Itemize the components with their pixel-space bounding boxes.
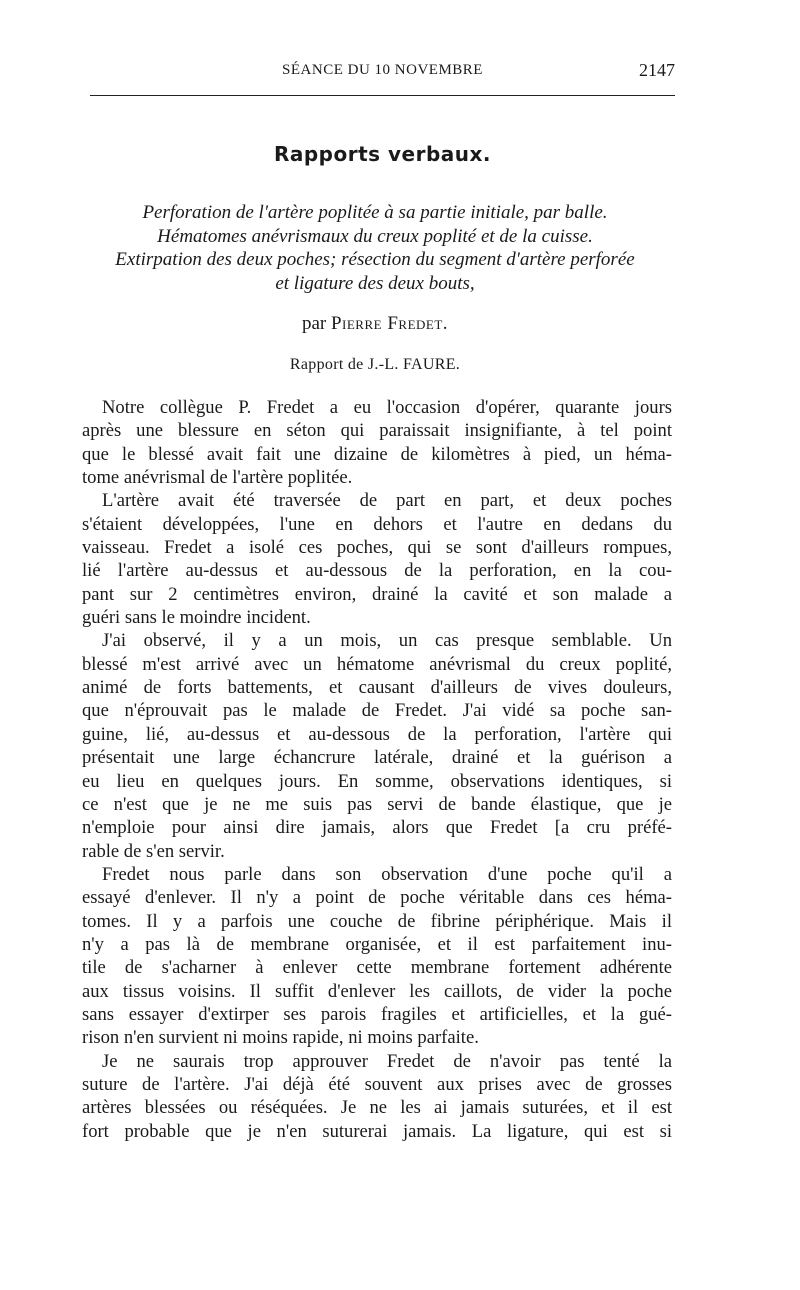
paragraph-line: tile de s'acharner à enlever cette membrane fortement adhérente: [82, 957, 672, 979]
paragraph-line: fort probable que je n'en suturerai jamais. La ligature, qui est si: [82, 1120, 672, 1142]
paragraph-line: Notre collègue P. Fredet a eu l'occasion d'opérer, quarante jours: [102, 397, 672, 418]
running-head: [90, 60, 675, 82]
report-attribution: Rapport de J.-L. FAURE.: [289, 356, 461, 373]
paragraph-line: après une blessure en séton qui paraissait insignifiante, à tel point: [82, 420, 672, 442]
paragraph-line: eu lieu en quelques jours. En somme, observations identiques, si: [82, 770, 672, 792]
paragraph-line: animé de forts battements, et causant d'ailleurs de vives douleurs,: [82, 677, 672, 699]
paragraph-line: tome anévrismal de l'artère poplitée.: [82, 467, 353, 489]
paragraph-line: présentait une large échancrure latérale, drainé et la guérison a: [82, 747, 672, 769]
section-title: Rapports verbaux.: [273, 142, 492, 166]
byline: [75, 313, 675, 335]
paragraph-line: sans essayer d'extirper ses parois fragiles et artificielles, et la gué-: [82, 1003, 672, 1025]
paragraph-line: lié l'artère au-dessus et au-dessous de la perforation, en la cou-: [82, 560, 672, 582]
body-text: [82, 396, 672, 1143]
paragraph-line: tomes. Il y a parfois une couche de fibrine périphérique. Mais il: [82, 910, 672, 932]
body-paragraph: [82, 629, 672, 862]
byline-author: Pierre Fredet.: [330, 313, 449, 334]
body-paragraph: [82, 396, 672, 489]
paragraph-line: artères blessées ou réséquées. Je ne les ai jamais suturées, et il est: [82, 1097, 672, 1119]
article-title-line: Perforation de l'artère poplitée à sa partie initiale, par balle.: [142, 202, 608, 223]
paragraph-line: Je ne saurais trop approuver Fredet de n'avoir pas tenté la: [102, 1050, 672, 1072]
paragraph-line: Fredet nous parle dans son observation d'une poche qu'il a: [102, 863, 672, 885]
article-title-line: et ligature des deux bouts,: [275, 272, 475, 294]
page-number: 2147: [639, 60, 675, 80]
article-title-line: Extirpation des deux poches; résection du segment d'artère perforée: [115, 249, 635, 270]
article-title-line: Hématomes anévrismaux du creux poplité et de la cuisse.: [157, 225, 593, 247]
paragraph-line: que n'éprouvait pas le malade de Fredet. J'ai vidé sa poche san-: [82, 700, 672, 722]
paragraph-line: s'étaient développées, l'une en dehors et l'autre en dedans du: [82, 513, 672, 535]
paragraph-line: que le blessé avait fait une dizaine de kilomètres à pied, un héma-: [82, 443, 672, 465]
paragraph-line: pant sur 2 centimètres environ, drainé la cavité et son malade a: [82, 583, 672, 605]
body-paragraph: [82, 489, 672, 629]
body-paragraph: [82, 1050, 672, 1143]
paragraph-line: essayé d'enlever. Il n'y a point de poche véritable dans ces héma-: [82, 887, 672, 909]
paragraph-line: guéri sans le moindre incident.: [82, 607, 311, 629]
running-head-title: SÉANCE DU 10 NOVEMBRE: [282, 62, 483, 78]
byline-prefix: par: [301, 313, 327, 334]
paragraph-line: vaisseau. Fredet a isolé ces poches, qui se sont d'ailleurs rompues,: [82, 537, 672, 559]
paragraph-line: n'y a pas là de membrane organisée, et il est parfaitement inu-: [82, 933, 672, 955]
paragraph-line: suture de l'artère. J'ai déjà été souvent aux prises avec de grosses: [82, 1073, 672, 1095]
paragraph-line: J'ai observé, il y a un mois, un cas presque semblable. Un: [102, 630, 672, 652]
body-paragraph: [82, 863, 672, 1050]
paragraph-line: n'emploie pour ainsi dire jamais, alors que Fredet [a cru préfé-: [82, 817, 672, 839]
paragraph-line: rison n'en survient ni moins rapide, ni moins parfaite.: [82, 1027, 479, 1049]
paragraph-line: L'artère avait été traversée de part en part, et deux poches: [102, 490, 672, 512]
paragraph-line: guine, lié, au-dessus et au-dessous de la perforation, l'artère qui: [82, 723, 672, 745]
paragraph-line: aux tissus voisins. Il suffit d'enlever les caillots, de vider la poche: [82, 980, 672, 1002]
article-title: [75, 201, 675, 295]
paragraph-line: ce n'est que je ne me suis pas servi de bande élastique, que je: [82, 793, 672, 815]
header-rule: [90, 95, 675, 96]
paragraph-line: rable de s'en servir.: [82, 840, 225, 862]
paragraph-line: blessé m'est arrivé avec un hématome anévrismal du creux poplité,: [82, 653, 672, 675]
